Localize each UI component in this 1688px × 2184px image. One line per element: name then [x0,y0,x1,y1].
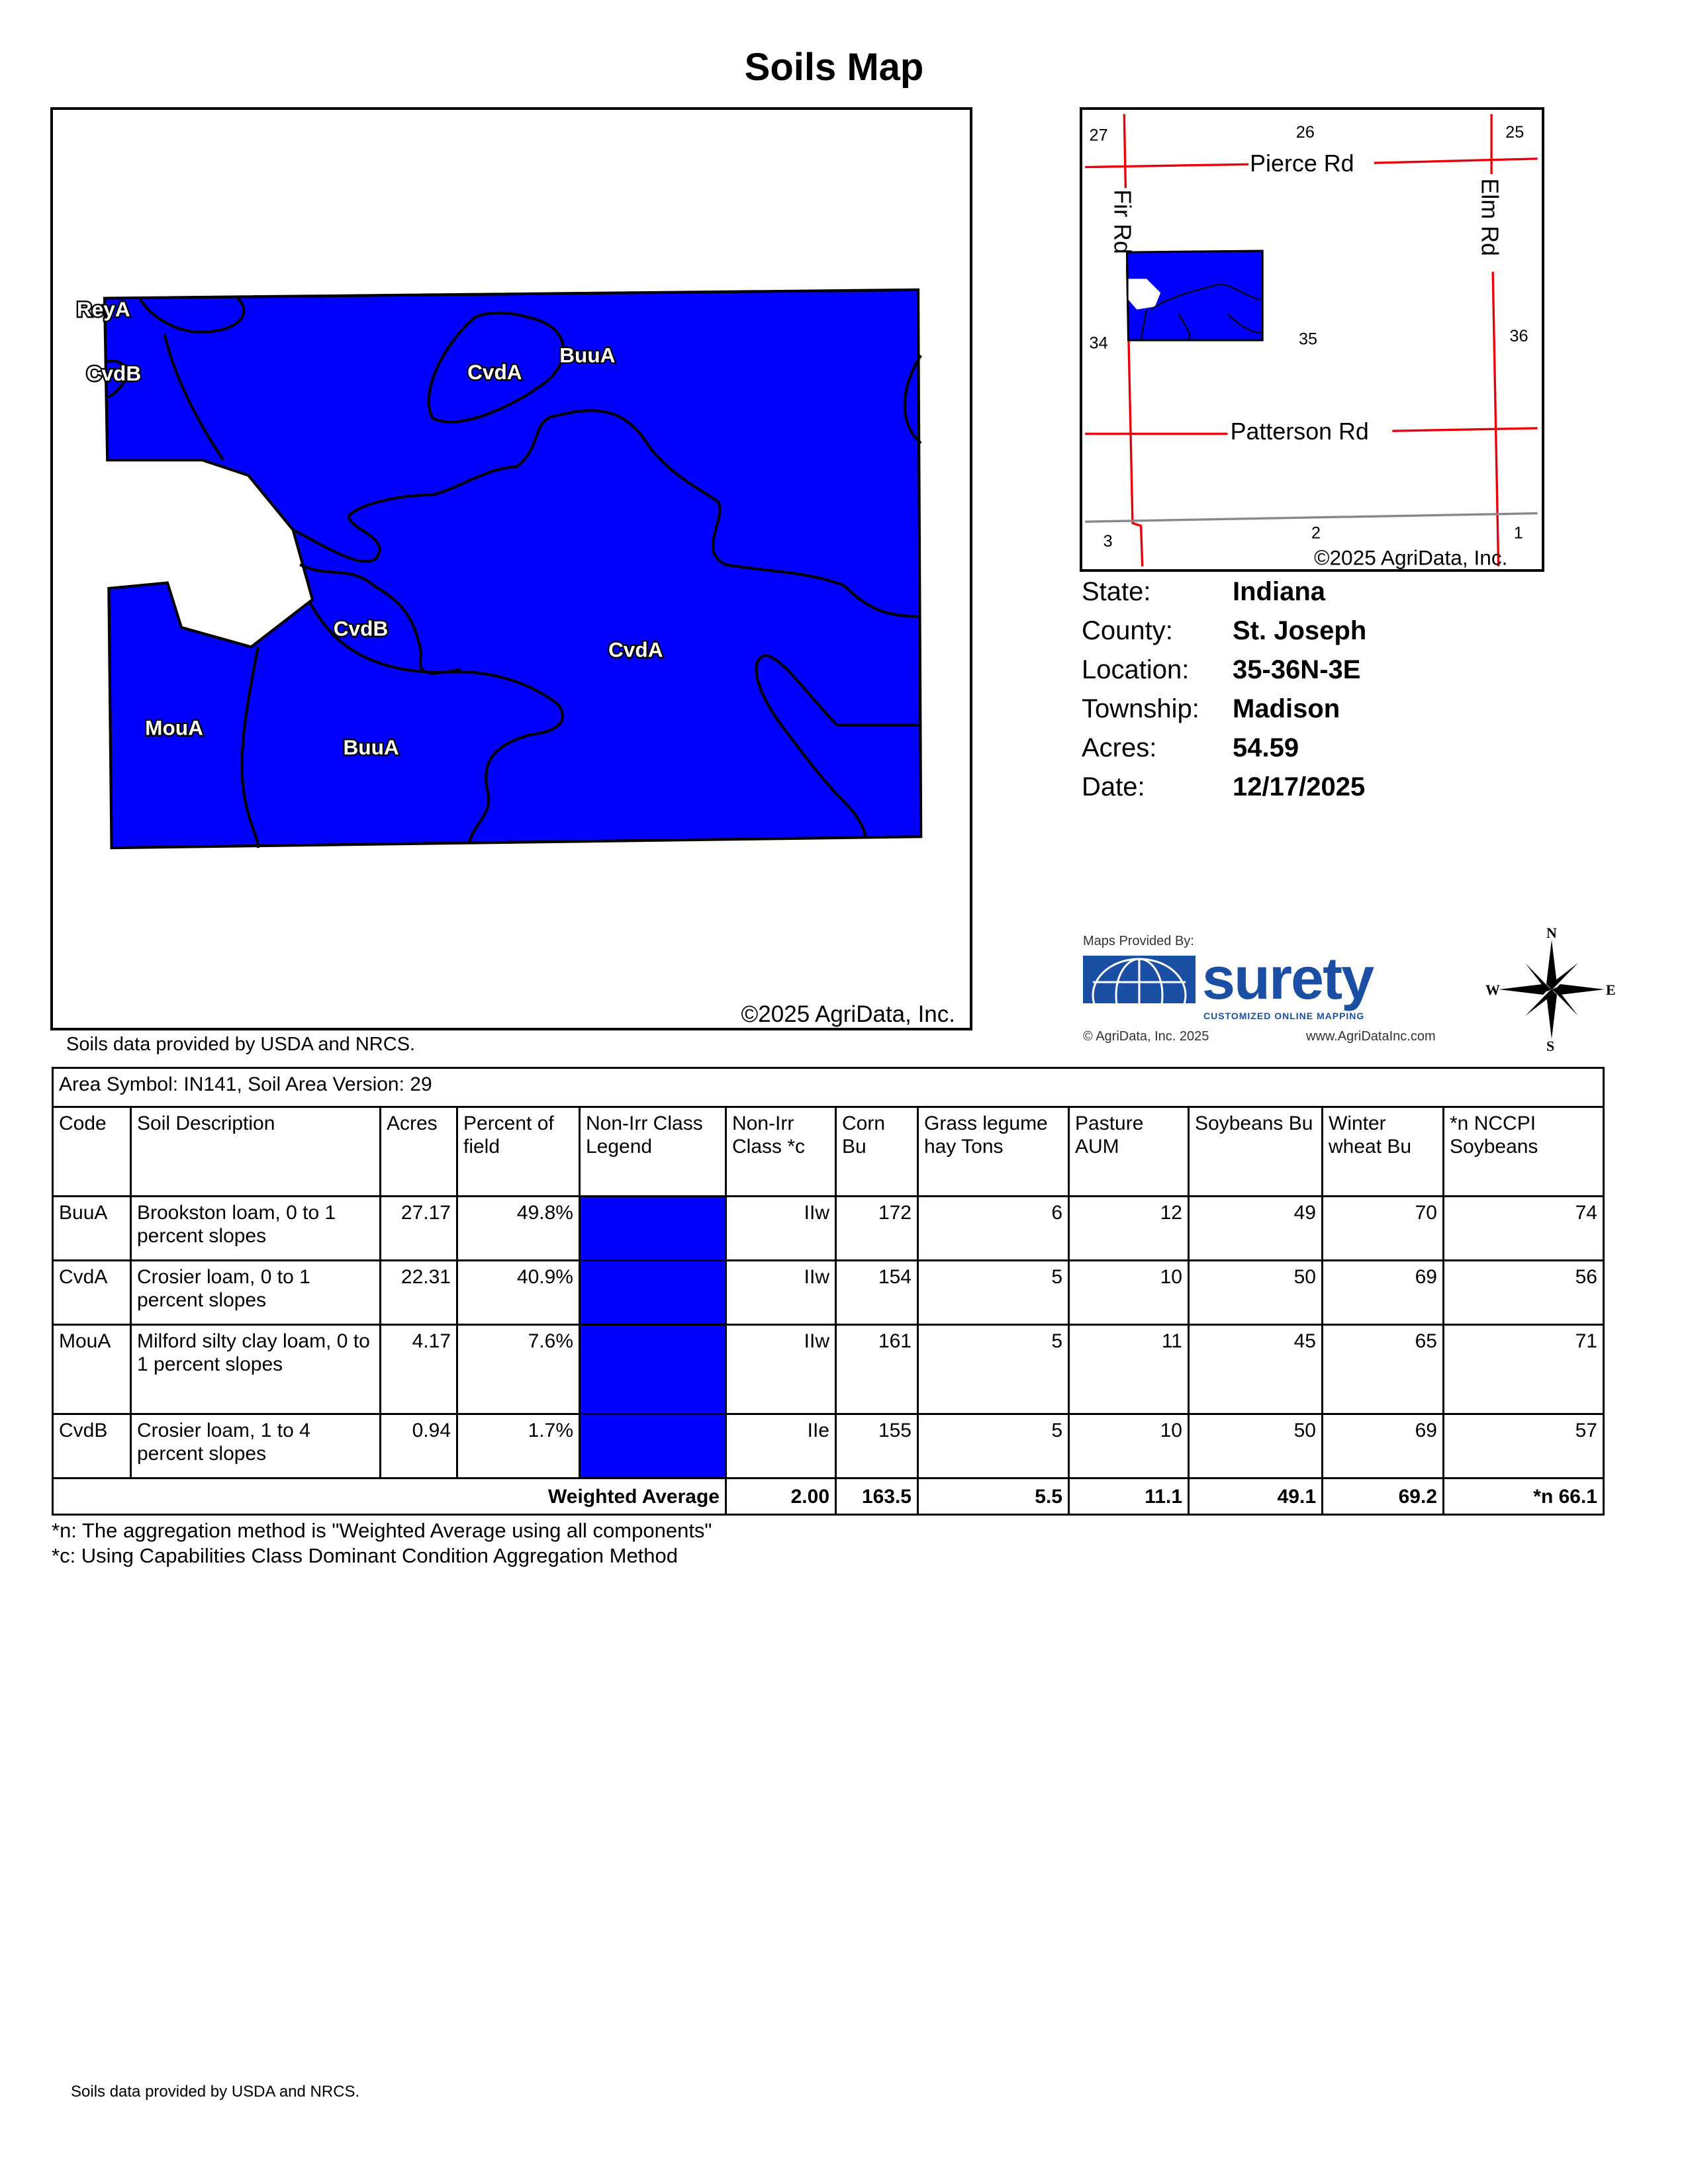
weighted-average-value: 11.1 [1069,1479,1189,1515]
section-number: 25 [1505,123,1524,142]
soil-description: Milford silty clay loam, 0 to 1 percent slopes [131,1325,381,1414]
road-label: Pierce Rd [1250,150,1354,177]
section-number: 34 [1089,334,1108,353]
road-label: Fir Rd [1109,189,1136,254]
weighted-average-value: 49.1 [1189,1479,1323,1515]
soil-label: ReyA [76,296,130,321]
section-number: 2 [1311,523,1321,543]
info-label: Location: [1082,655,1190,684]
soil-code: BuuA [53,1197,131,1261]
soil-table-section [52,1067,1605,1569]
table-row [53,1414,1604,1479]
header-row [53,1107,1604,1197]
column-header: Percent of field [457,1107,580,1197]
surety-logo [1083,933,1467,1056]
table-cell: 57 [1444,1414,1604,1479]
bottom-source-note: Soils data provided by USDA and NRCS. [71,2083,360,2101]
table-cell: 10 [1069,1414,1189,1479]
table-cell: 0.94 [381,1414,457,1479]
info-value: Madison [1233,694,1340,723]
location-map [1080,107,1544,572]
table-cell: 5 [918,1261,1069,1325]
table-row [53,1261,1604,1325]
logo-copyright: © AgriData, Inc. 2025 [1083,1029,1209,1044]
section-number: 1 [1513,523,1523,543]
map-copyright: ©2025 AgriData, Inc. [741,1001,955,1027]
table-cell: IIe [726,1414,836,1479]
table-cell: 7.6% [457,1325,580,1414]
table-cell: IIw [726,1325,836,1414]
column-header: Winter wheat Bu [1323,1107,1444,1197]
table-cell: 172 [836,1197,918,1261]
section-number: 36 [1509,327,1528,346]
class-legend-swatch [580,1197,726,1261]
table-cell: 27.17 [381,1197,457,1261]
soil-label: BuuA [559,343,616,367]
road-label: Elm Rd [1476,178,1503,256]
brand-name: surety [1202,946,1374,1012]
column-header: Pasture AUM [1069,1107,1189,1197]
table-cell: 12 [1069,1197,1189,1261]
table-cell: 45 [1189,1325,1323,1414]
weighted-average-value: *n 66.1 [1444,1479,1604,1515]
table-cell: 70 [1323,1197,1444,1261]
column-header: Corn Bu [836,1107,918,1197]
table-row [53,1197,1604,1261]
info-label: Acres: [1082,733,1157,762]
soil-label: BuuA [343,735,399,759]
soil-description: Crosier loam, 1 to 4 percent slopes [131,1414,381,1479]
table-cell: 69 [1323,1261,1444,1325]
info-date [1082,768,1366,807]
soil-label: CvdA [467,359,522,384]
weighted-average-value: 69.2 [1323,1479,1444,1515]
table-cell: 50 [1189,1414,1323,1479]
column-header: Non-Irr Class *c [726,1107,836,1197]
soil-label: CvdB [86,361,142,385]
road-label: Patterson Rd [1230,418,1369,445]
table-cell: 71 [1444,1325,1604,1414]
table-cell: 5 [918,1325,1069,1414]
page-title: Soils Map [744,46,924,89]
table-cell: 56 [1444,1261,1604,1325]
footnote: *c: Using Capabilities Class Dominant Condition Aggregation Method [52,1544,679,1567]
weighted-average-value: 2.00 [726,1479,836,1515]
map-copyright: ©2025 AgriData, Inc. [1314,545,1508,569]
section-number: 26 [1295,123,1315,142]
location-map-svg [1082,110,1542,569]
footnote: *n: The aggregation method is "Weighted Average using all components" [52,1519,712,1542]
table-cell: IIw [726,1261,836,1325]
column-header: Acres [381,1107,457,1197]
table-row [53,1325,1604,1414]
info-value: Indiana [1233,577,1326,606]
column-header: Soybeans Bu [1189,1107,1323,1197]
column-header: Code [53,1107,131,1197]
area-symbol-row [53,1068,1604,1107]
info-acres [1082,729,1366,768]
table-cell: 11 [1069,1325,1189,1414]
info-value: St. Joseph [1233,616,1367,645]
column-header: Non-Irr Class Legend [580,1107,726,1197]
table-cell: 50 [1189,1261,1323,1325]
info-township [1082,690,1366,729]
soil-polygons [53,110,970,1028]
section-number: 3 [1103,532,1113,551]
info-state [1082,572,1366,612]
soil-table [52,1067,1605,1516]
table-cell: 49.8% [457,1197,580,1261]
compass-e: E [1606,981,1616,998]
table-cell: 155 [836,1414,918,1479]
compass-s: S [1546,1038,1555,1052]
section-number: 27 [1089,126,1108,145]
soils-map [50,107,972,1030]
column-header: Soil Description [131,1107,381,1197]
section-number: 35 [1298,330,1318,349]
table-cell: IIw [726,1197,836,1261]
weighted-average-label: Weighted Average [53,1479,726,1515]
info-label: County: [1082,616,1173,645]
county-line [1085,514,1537,522]
weighted-average-value: 163.5 [836,1479,918,1515]
class-legend-swatch [580,1261,726,1325]
info-label: State: [1082,577,1151,606]
table-cell: 22.31 [381,1261,457,1325]
globe-icon [1083,956,1196,1003]
column-header: Grass legume hay Tons [918,1107,1069,1197]
table-cell: 1.7% [457,1414,580,1479]
column-header: *n NCCPI Soybeans [1444,1107,1604,1197]
soil-description: Crosier loam, 0 to 1 percent slopes [131,1261,381,1325]
info-label: Township: [1082,694,1199,723]
table-cell: 161 [836,1325,918,1414]
info-county [1082,612,1366,651]
soil-description: Brookston loam, 0 to 1 percent slopes [131,1197,381,1261]
class-legend-swatch [580,1325,726,1414]
table-cell: 49 [1189,1197,1323,1261]
table-cell: 5 [918,1414,1069,1479]
class-legend-swatch [580,1414,726,1479]
table-cell: 40.9% [457,1261,580,1325]
field-info [1082,572,1366,807]
table-cell: 65 [1323,1325,1444,1414]
soil-code: MouA [53,1325,131,1414]
compass-rose-icon [1485,927,1618,1052]
soil-label: CvdA [608,637,663,662]
info-location [1082,651,1366,690]
soil-label: CvdB [333,616,389,641]
table-cell: 74 [1444,1197,1604,1261]
compass-w: W [1485,981,1500,998]
brand-tagline: CUSTOMIZED ONLINE MAPPING [1203,1011,1365,1021]
soil-label: MouA [145,715,203,740]
weighted-average-row [53,1479,1604,1515]
info-value: 35-36N-3E [1233,655,1361,684]
table-cell: 6 [918,1197,1069,1261]
weighted-average-value: 5.5 [918,1479,1069,1515]
logo-website: www.AgriDataInc.com [1306,1029,1436,1044]
info-value: 54.59 [1233,733,1299,762]
table-cell: 69 [1323,1414,1444,1479]
soil-code: CvdA [53,1261,131,1325]
table-cell: 4.17 [381,1325,457,1414]
info-label: Date: [1082,772,1145,801]
info-value: 12/17/2025 [1233,772,1366,801]
table-cell: 10 [1069,1261,1189,1325]
maps-provided-by: Maps Provided By: [1083,934,1194,948]
area-symbol: Area Symbol: IN141, Soil Area Version: 29 [53,1068,1604,1107]
soil-code: CvdB [53,1414,131,1479]
source-note: Soils data provided by USDA and NRCS. [66,1034,416,1055]
table-cell: 154 [836,1261,918,1325]
compass-n: N [1546,927,1557,941]
